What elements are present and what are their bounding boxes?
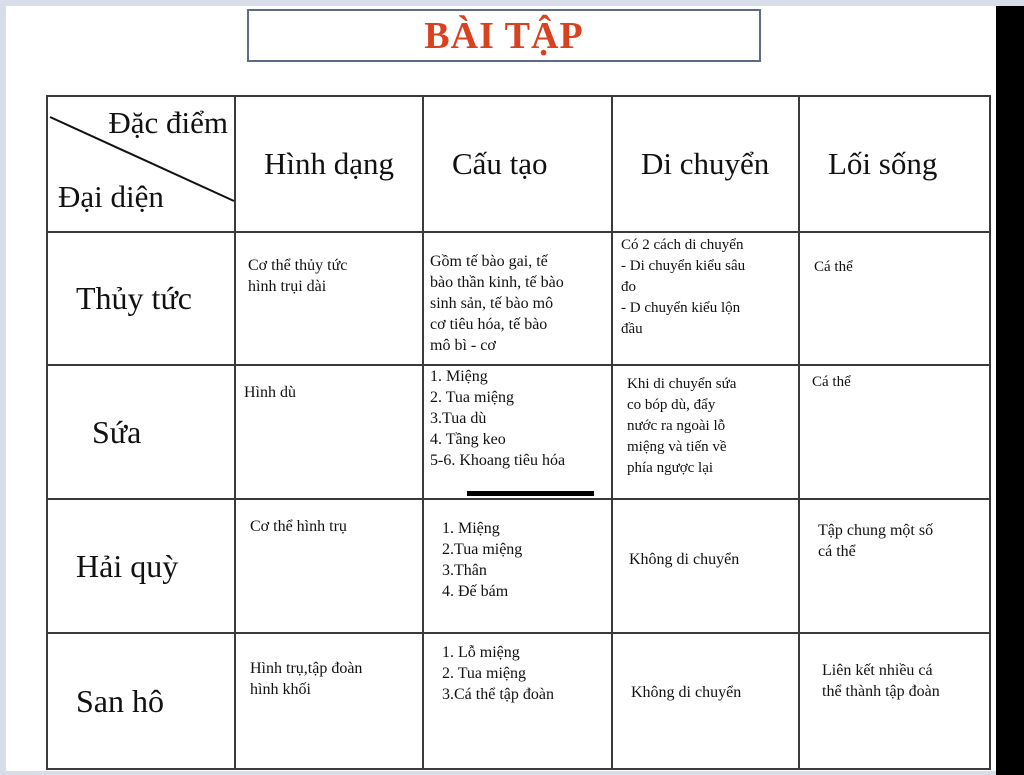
cell-lifestyle: [799, 499, 990, 633]
cell-line: - Di chuyển kiểu sâu: [621, 258, 746, 274]
cell-movement: [612, 499, 799, 633]
cell-line: cá thể: [818, 543, 856, 560]
cell-shape: [235, 232, 423, 365]
table-row: [47, 633, 990, 769]
cell-lifestyle: [799, 232, 990, 365]
cell-line: Cơ thể thủy tức: [248, 257, 348, 274]
cell-lifestyle: [799, 633, 990, 769]
cell-line: Tập chung một số: [818, 522, 934, 539]
cell-line: phía ngược lại: [627, 460, 714, 476]
corner-cell: [47, 96, 235, 232]
cell-structure: [423, 499, 612, 633]
cell-line: 1. Lỗ miệng: [442, 644, 520, 661]
cell-line: Cơ thể hình trụ: [250, 518, 347, 535]
cell-line: - D chuyển kiểu lộn: [621, 300, 741, 316]
cell-line: Liên kết nhiều cá: [822, 662, 933, 679]
cell-line: Không di chuyển: [631, 683, 742, 701]
cell-line: bào thần kinh, tế bào: [430, 274, 564, 291]
table-row: [47, 232, 990, 365]
cell-line: 4. Đế bám: [442, 583, 509, 600]
decorative-bar: [467, 491, 594, 496]
cell-structure: [423, 232, 612, 365]
col-header-lifestyle: Lối sống: [799, 96, 990, 232]
cell-shape: [235, 633, 423, 769]
cell-line: 2. Tua miệng: [442, 665, 527, 682]
cell-line: đo: [621, 279, 636, 295]
cell-line: co bóp dù, đẩy: [627, 397, 716, 413]
cell-lifestyle: [799, 365, 990, 499]
cell-line: sinh sản, tế bào mô: [430, 295, 554, 312]
cell-line: 1. Miệng: [442, 520, 500, 537]
cell-line: mô bì - cơ: [430, 337, 496, 354]
table-row: [47, 365, 990, 499]
cell-structure: [423, 365, 612, 499]
cell-line: Khi di chuyển sứa: [627, 376, 737, 392]
cell-line: Cá thể: [812, 374, 851, 390]
cell-line: Gồm tế bào gai, tế: [430, 253, 548, 270]
cell-line: miệng và tiến về: [627, 439, 727, 455]
col-header-structure: Cấu tạo: [423, 96, 612, 232]
page-title: BÀI TẬP: [424, 14, 584, 57]
cell-line: Hình dù: [244, 384, 296, 401]
cell-line: cơ tiêu hóa, tế bào: [430, 316, 548, 333]
cell-line: nước ra ngoài lỗ: [627, 418, 726, 434]
cell-line: 2.Tua miệng: [442, 541, 523, 558]
cell-movement: [612, 365, 799, 499]
header-row: [47, 96, 990, 232]
cell-line: đầu: [621, 321, 643, 337]
cell-line: Cá thể: [814, 259, 853, 275]
title-box: [247, 9, 761, 62]
row-name: Thủy tức: [47, 232, 235, 365]
col-header-movement: Di chuyển: [612, 96, 799, 232]
window-edge: [996, 6, 1024, 775]
cell-line: hình trụi dài: [248, 278, 327, 295]
cell-line: hình khối: [250, 681, 311, 698]
cell-line: 4. Tầng keo: [430, 431, 506, 448]
cell-line: Hình trụ,tập đoàn: [250, 660, 363, 677]
cell-line: Không di chuyển: [629, 550, 740, 568]
row-name: Sứa: [47, 365, 235, 499]
corner-label-representatives: Đại diện: [58, 179, 164, 214]
table-row: [47, 499, 990, 633]
cell-line: 5-6. Khoang tiêu hóa: [430, 452, 566, 469]
col-header-shape: Hình dạng: [235, 96, 423, 232]
cell-line: 3.Thân: [442, 562, 487, 579]
cell-line: 3.Cá thể tập đoàn: [442, 686, 554, 703]
cell-line: Có 2 cách di chuyển: [621, 237, 744, 253]
cell-structure: [423, 633, 612, 769]
cell-movement: [612, 232, 799, 365]
exercise-table: [46, 95, 991, 770]
cell-line: 1. Miệng: [430, 368, 488, 385]
cell-movement: [612, 633, 799, 769]
row-name: San hô: [47, 633, 235, 769]
corner-label-features: Đặc điểm: [108, 105, 228, 140]
row-name: Hải quỳ: [47, 499, 235, 633]
cell-shape: [235, 499, 423, 633]
cell-line: 2. Tua miệng: [430, 389, 515, 406]
cell-shape: [235, 365, 423, 499]
cell-line: thể thành tập đoàn: [822, 683, 940, 700]
cell-line: 3.Tua dù: [430, 410, 487, 427]
